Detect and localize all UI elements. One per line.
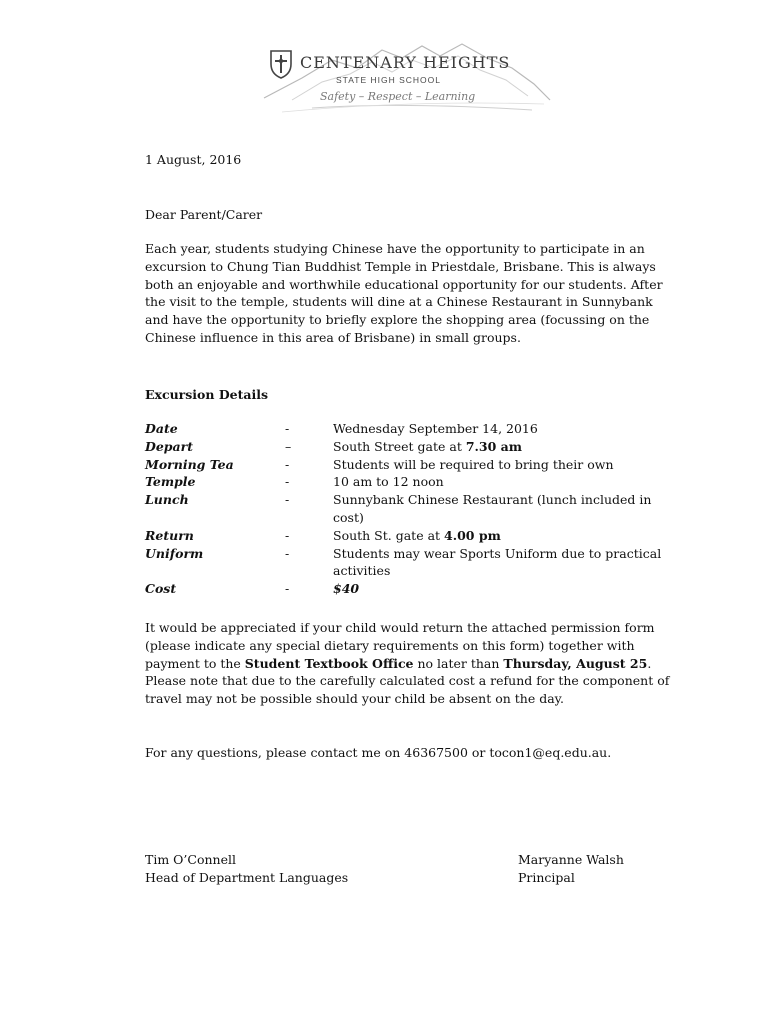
school-crest-icon — [268, 48, 294, 80]
detail-value — [333, 527, 670, 545]
detail-value-bold: $40 — [333, 581, 360, 597]
school-subtitle: STATE HIGH SCHOOL — [336, 75, 442, 85]
letterhead — [262, 38, 552, 118]
detail-value-text: Students may wear Sports Uniform due to practical activities — [333, 545, 662, 579]
detail-value — [333, 580, 670, 598]
detail-value-bold: 7.30 am — [465, 438, 522, 454]
detail-value-text: 10 am to 12 noon — [333, 474, 444, 490]
detail-label: Cost — [145, 581, 177, 597]
detail-dash: - — [285, 492, 290, 508]
detail-value — [333, 473, 670, 491]
detail-dash: – — [285, 438, 292, 454]
contact-paragraph: For any questions, please contact me on 46367500 or tocon1@eq.edu.au. — [145, 745, 612, 760]
school-name-second: HEIGHTS — [423, 53, 511, 72]
para2-bold-deadline: Thursday, August 25 — [503, 655, 648, 671]
detail-label: Uniform — [145, 545, 204, 561]
detail-label: Lunch — [145, 492, 189, 508]
excursion-details-heading: Excursion Details — [145, 387, 269, 402]
detail-value-text: South St. gate at — [333, 527, 445, 543]
detail-value — [333, 456, 670, 474]
detail-row — [145, 438, 670, 456]
detail-row — [145, 545, 670, 581]
detail-dash: - — [285, 545, 290, 561]
salutation: Dear Parent/Carer — [145, 207, 263, 222]
school-motto: Safety – Respect – Learning — [320, 90, 476, 103]
detail-dash: - — [285, 474, 290, 490]
signature-block-left — [145, 851, 348, 887]
school-name — [300, 53, 510, 72]
para2-text-1: It would be appreciated if your child would return the attached permission form (please indicate any special dietary requirements on this form) together with payment to the — [145, 620, 655, 671]
intro-paragraph: Each year, students studying Chinese have the opportunity to participate in an excursion to Chung Tian Buddhist Temple in Priestdale, Brisbane. This is always both an enjoyable and worthwhile educational opportunity for our students. After the visit to the temple, students will dine at a Chinese Restaurant in Sunnybank and have the opportunity to briefly explore the shopping area (focussing on the Chinese influence in this area of Brisbane) in small groups. — [145, 241, 663, 345]
detail-row — [145, 527, 670, 545]
detail-dash: - — [285, 421, 290, 436]
signatory-name-left: Tim O’Connell — [145, 852, 236, 867]
signatory-title-left: Head of Department Languages — [145, 869, 349, 885]
detail-label: Depart — [145, 438, 193, 454]
detail-dash: - — [285, 456, 290, 472]
detail-value — [333, 491, 670, 527]
detail-row — [145, 473, 670, 491]
detail-label: Return — [145, 527, 194, 543]
detail-label: Morning Tea — [145, 456, 234, 472]
detail-dash: - — [285, 581, 290, 597]
detail-row — [145, 491, 670, 527]
detail-value — [333, 420, 670, 438]
para2-text-2: no later than — [413, 655, 504, 671]
excursion-details-table — [145, 420, 670, 598]
return-form-paragraph — [145, 619, 675, 708]
signatory-title-right: Principal — [518, 869, 575, 885]
signature-block-right — [518, 851, 624, 887]
detail-value-text: Students will be required to bring their own — [333, 456, 614, 472]
detail-value — [333, 545, 670, 581]
school-name-first: CENTENARY — [300, 53, 417, 72]
detail-dash: - — [285, 527, 290, 543]
detail-label: Date — [145, 421, 178, 436]
para2-text-3: . Please note that due to the carefully calculated cost a refund for the component of travel may not be possible should your child be absent on the day. — [145, 655, 670, 707]
para2-bold-office: Student Textbook Office — [244, 655, 414, 671]
signatory-name-right: Maryanne Walsh — [518, 852, 624, 867]
detail-row — [145, 456, 670, 474]
detail-label: Temple — [145, 474, 196, 490]
detail-value-text: Wednesday September 14, 2016 — [333, 421, 538, 436]
detail-value-text: Sunnybank Chinese Restaurant (lunch included in cost) — [333, 492, 652, 525]
detail-value-bold: 4.00 pm — [444, 527, 501, 543]
detail-value-text: South Street gate at — [333, 438, 466, 454]
detail-row — [145, 420, 670, 438]
letter-date: 1 August, 2016 — [145, 152, 242, 167]
detail-row — [145, 580, 670, 598]
detail-value — [333, 438, 670, 456]
